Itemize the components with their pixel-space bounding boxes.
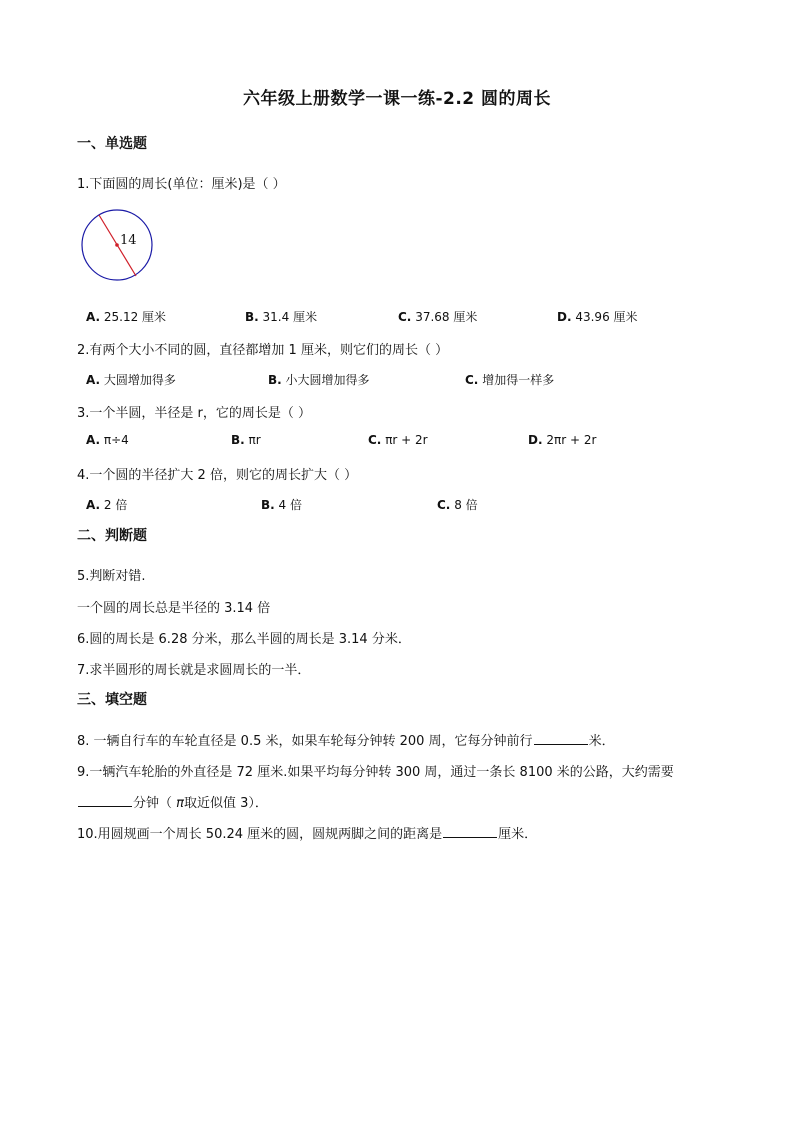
option-label: B. xyxy=(268,373,282,387)
option-text: 25.12 厘米 xyxy=(100,310,167,324)
question-10 xyxy=(77,823,537,842)
option-text: 2 倍 xyxy=(100,498,128,512)
section-heading-single-choice: 一、单选题 xyxy=(77,136,147,152)
question-9-unit: 分钟（ xyxy=(133,796,177,811)
option-text: 大圆增加得多 xyxy=(100,373,176,387)
q3-option-d[interactable] xyxy=(528,433,596,447)
question-9-tail: 取近似值 3）． xyxy=(183,796,268,811)
q3-option-c[interactable] xyxy=(368,433,428,447)
question-1: 1.下面圆的周长(单位：厘米)是（ ） xyxy=(77,177,286,192)
question-8-text: 8. 一辆自行车的车轮直径是 0.5 米，如果车轮每分钟转 200 周，它每分钟前行 xyxy=(77,734,533,749)
question-9: 9.一辆汽车轮胎的外直径是 72 厘米.如果平均每分钟转 300 周，通过一条长 8100 米的公路，大约需要 xyxy=(77,765,674,780)
option-label: A. xyxy=(86,310,101,324)
option-label: A. xyxy=(86,498,101,512)
option-label: D. xyxy=(528,433,543,447)
question-5: 5.判断对错. xyxy=(77,569,146,584)
question-7: 7.求半圆形的周长就是求圆周长的一半． xyxy=(77,663,311,678)
option-label: A. xyxy=(86,433,101,447)
circle-figure xyxy=(78,206,158,286)
option-label: B. xyxy=(245,310,259,324)
q1-option-b[interactable] xyxy=(245,308,317,325)
option-label: C. xyxy=(398,310,412,324)
option-label: A. xyxy=(86,373,101,387)
q1-option-d[interactable] xyxy=(557,308,638,325)
q4-option-a[interactable] xyxy=(86,496,127,513)
option-label: C. xyxy=(465,373,479,387)
question-9-continued xyxy=(77,792,268,811)
q4-option-c[interactable] xyxy=(437,496,478,513)
question-8 xyxy=(77,730,615,749)
question-4: 4.一个圆的半径扩大 2 倍，则它的周长扩大（ ） xyxy=(77,468,358,483)
option-text: 31.4 厘米 xyxy=(258,310,318,324)
option-label: D. xyxy=(557,310,572,324)
option-label: B. xyxy=(231,433,245,447)
option-text: πr xyxy=(244,433,261,447)
q3-option-a[interactable] xyxy=(86,433,129,447)
option-text: 增加得一样多 xyxy=(478,373,555,387)
option-text: π÷4 xyxy=(100,433,129,447)
option-label: C. xyxy=(368,433,382,447)
section-heading-fill-blank: 三、填空题 xyxy=(77,692,147,708)
answer-blank[interactable] xyxy=(78,794,132,807)
answer-blank[interactable] xyxy=(443,825,497,838)
center-point xyxy=(115,243,119,247)
option-text: πr + 2r xyxy=(381,433,428,447)
q1-option-a[interactable] xyxy=(86,308,166,325)
option-text: 2πr + 2r xyxy=(542,433,597,447)
option-text: 4 倍 xyxy=(274,498,302,512)
q2-option-b[interactable] xyxy=(268,371,370,388)
diameter-label: 14 xyxy=(120,233,137,248)
q3-option-b[interactable] xyxy=(231,433,261,447)
option-text: 37.68 厘米 xyxy=(411,310,478,324)
option-text: 8 倍 xyxy=(450,498,478,512)
question-8-unit: 米． xyxy=(588,734,615,749)
question-10-unit: 厘米． xyxy=(498,827,538,842)
section-heading-true-false: 二、判断题 xyxy=(77,528,147,544)
option-label: B. xyxy=(261,498,275,512)
option-text: 43.96 厘米 xyxy=(571,310,638,324)
q4-option-b[interactable] xyxy=(261,496,302,513)
question-2: 2.有两个大小不同的圆，直径都增加 1 厘米，则它们的周长（ ） xyxy=(77,343,449,358)
q2-option-a[interactable] xyxy=(86,371,176,388)
question-5-statement: 一个圆的周长总是半径的 3.14 倍 xyxy=(77,601,271,616)
pi-symbol: π xyxy=(176,796,184,811)
question-10-text: 10.用圆规画一个周长 50.24 厘米的圆，圆规两脚之间的距离是 xyxy=(77,827,443,842)
option-label: C. xyxy=(437,498,451,512)
option-text: 小大圆增加得多 xyxy=(281,373,370,387)
q1-option-c[interactable] xyxy=(398,308,477,325)
page-title: 六年级上册数学一课一练-2.2 圆的周长 xyxy=(242,89,552,109)
question-3: 3.一个半圆，半径是 r，它的周长是（ ） xyxy=(77,406,312,421)
q2-option-c[interactable] xyxy=(465,371,554,388)
question-6: 6.圆的周长是 6.28 分米，那么半圆的周长是 3.14 分米． xyxy=(77,632,411,647)
answer-blank[interactable] xyxy=(534,732,588,745)
